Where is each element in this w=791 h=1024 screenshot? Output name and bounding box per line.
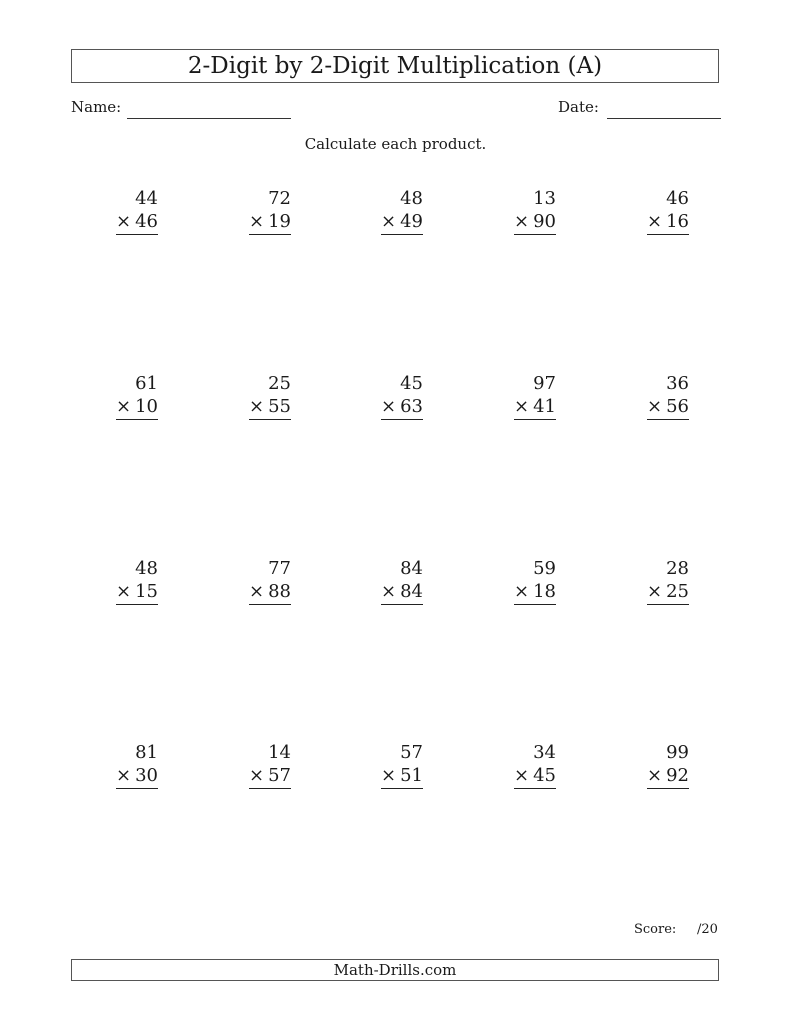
- times-sign: ×: [647, 396, 663, 417]
- multiplier-row: [116, 764, 158, 789]
- multiplier: 25: [666, 581, 689, 602]
- multiplier: 84: [400, 581, 423, 602]
- score-label: Score:: [634, 922, 677, 937]
- times-sign: ×: [249, 765, 265, 786]
- times-sign: ×: [249, 211, 265, 232]
- multiplier-row: [514, 395, 556, 420]
- times-sign: ×: [514, 211, 530, 232]
- problem-1: [78, 187, 158, 235]
- multiplicand: 77: [268, 558, 291, 579]
- problem-20: [609, 741, 689, 789]
- multiplier-row: [514, 764, 556, 789]
- multiplier: 45: [533, 765, 556, 786]
- multiplier: 10: [135, 396, 158, 417]
- multiplier: 49: [400, 211, 423, 232]
- multiplicand: 48: [400, 188, 423, 209]
- times-sign: ×: [249, 581, 265, 602]
- times-sign: ×: [381, 765, 397, 786]
- problem-4: [476, 187, 556, 235]
- problem-2: [211, 187, 291, 235]
- multiplier: 90: [533, 211, 556, 232]
- times-sign: ×: [116, 211, 132, 232]
- problem-12: [211, 557, 291, 605]
- name-label: Name:: [71, 98, 122, 116]
- times-sign: ×: [249, 396, 265, 417]
- problem-10: [609, 372, 689, 420]
- times-sign: ×: [116, 581, 132, 602]
- times-sign: ×: [647, 581, 663, 602]
- multiplier: 18: [533, 581, 556, 602]
- footer-box: [71, 959, 719, 981]
- multiplicand: 44: [135, 188, 158, 209]
- multiplier: 16: [666, 211, 689, 232]
- multiplicand: 13: [533, 188, 556, 209]
- footer-text: Math-Drills.com: [333, 960, 457, 979]
- problem-5: [609, 187, 689, 235]
- times-sign: ×: [381, 581, 397, 602]
- multiplier-row: [381, 395, 423, 420]
- multiplier-row: [647, 395, 689, 420]
- multiplicand: 72: [268, 188, 291, 209]
- multiplier-row: [647, 764, 689, 789]
- problem-6: [78, 372, 158, 420]
- multiplier-row: [514, 580, 556, 605]
- multiplier-row: [381, 210, 423, 235]
- multiplicand: 45: [400, 373, 423, 394]
- multiplier-row: [647, 580, 689, 605]
- multiplier-row: [116, 395, 158, 420]
- multiplicand: 14: [268, 742, 291, 763]
- multiplicand: 84: [400, 558, 423, 579]
- multiplier: 63: [400, 396, 423, 417]
- multiplier: 57: [268, 765, 291, 786]
- multiplier: 15: [135, 581, 158, 602]
- multiplier: 41: [533, 396, 556, 417]
- multiplier: 30: [135, 765, 158, 786]
- multiplier-row: [249, 580, 291, 605]
- multiplier-row: [381, 764, 423, 789]
- times-sign: ×: [381, 396, 397, 417]
- multiplier-row: [647, 210, 689, 235]
- times-sign: ×: [514, 765, 530, 786]
- multiplier: 46: [135, 211, 158, 232]
- multiplicand: 25: [268, 373, 291, 394]
- multiplier-row: [514, 210, 556, 235]
- problem-8: [343, 372, 423, 420]
- multiplier-row: [249, 395, 291, 420]
- multiplier: 88: [268, 581, 291, 602]
- times-sign: ×: [647, 211, 663, 232]
- problem-14: [476, 557, 556, 605]
- multiplier: 51: [400, 765, 423, 786]
- multiplicand: 36: [666, 373, 689, 394]
- instructions: Calculate each product.: [304, 135, 487, 153]
- multiplier: 19: [268, 211, 291, 232]
- problem-16: [78, 741, 158, 789]
- problem-18: [343, 741, 423, 789]
- multiplicand: 99: [666, 742, 689, 763]
- times-sign: ×: [514, 581, 530, 602]
- multiplier: 55: [268, 396, 291, 417]
- multiplicand: 81: [135, 742, 158, 763]
- times-sign: ×: [116, 396, 132, 417]
- multiplier: 92: [666, 765, 689, 786]
- multiplier-row: [249, 210, 291, 235]
- problem-3: [343, 187, 423, 235]
- problem-9: [476, 372, 556, 420]
- times-sign: ×: [647, 765, 663, 786]
- problem-13: [343, 557, 423, 605]
- multiplier-row: [116, 580, 158, 605]
- multiplier-row: [381, 580, 423, 605]
- score-total: /20: [697, 922, 718, 937]
- date-label: Date:: [558, 98, 599, 116]
- multiplier-row: [249, 764, 291, 789]
- multiplicand: 57: [400, 742, 423, 763]
- multiplier-row: [116, 210, 158, 235]
- multiplier: 56: [666, 396, 689, 417]
- multiplicand: 61: [135, 373, 158, 394]
- problem-7: [211, 372, 291, 420]
- times-sign: ×: [514, 396, 530, 417]
- multiplicand: 97: [533, 373, 556, 394]
- times-sign: ×: [381, 211, 397, 232]
- problem-15: [609, 557, 689, 605]
- times-sign: ×: [116, 765, 132, 786]
- multiplicand: 46: [666, 188, 689, 209]
- multiplicand: 48: [135, 558, 158, 579]
- problem-19: [476, 741, 556, 789]
- multiplicand: 28: [666, 558, 689, 579]
- worksheet-title: 2-Digit by 2-Digit Multiplication (A): [187, 52, 603, 79]
- multiplicand: 34: [533, 742, 556, 763]
- problem-11: [78, 557, 158, 605]
- multiplicand: 59: [533, 558, 556, 579]
- problem-17: [211, 741, 291, 789]
